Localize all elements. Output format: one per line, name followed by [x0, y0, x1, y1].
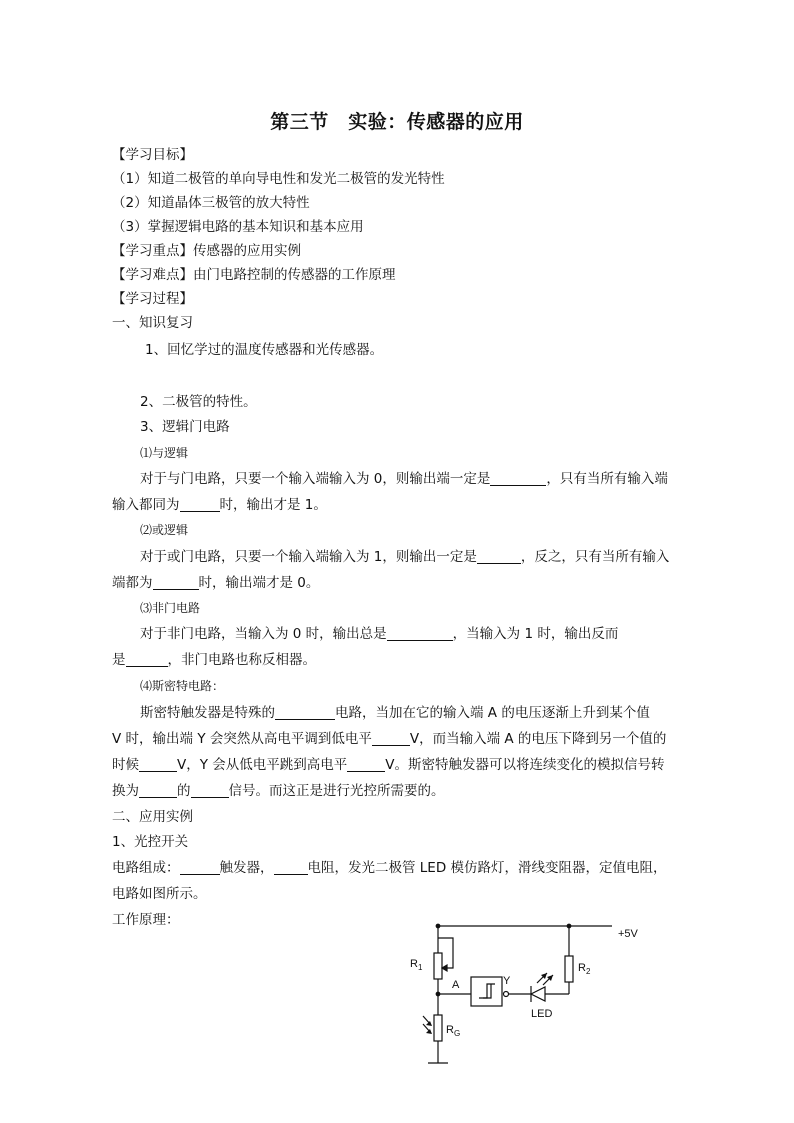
- focus-text: 传感器的应用实例: [193, 243, 301, 259]
- schmitt-line-3: [112, 756, 665, 774]
- process-heading: 【学习过程】: [112, 291, 193, 307]
- or-logic-label: ⑵或逻辑: [140, 523, 189, 537]
- r1-label: [410, 958, 423, 972]
- goal-item-2: （2）知道晶体三极管的放大特性: [112, 195, 310, 211]
- application-heading: 二、应用实例: [112, 809, 193, 825]
- fill-blank[interactable]: [191, 784, 229, 798]
- focus-label: 【学习重点】: [112, 243, 193, 259]
- schmitt-label: ⑷斯密特电路：: [140, 679, 225, 693]
- and-text-4: 时，输出才是 1。: [219, 497, 327, 513]
- components-line-1: [112, 859, 667, 877]
- schmitt-text-2: 电路，当加在它的输入端 A 的电压逐渐上升到某个值: [335, 705, 650, 721]
- r1-resistor: [434, 953, 442, 979]
- r2-label: [578, 962, 591, 976]
- fill-blank[interactable]: [347, 758, 385, 772]
- rg-label: [446, 1024, 460, 1038]
- r1-label-text: R: [410, 958, 418, 970]
- r2-label-text: R: [578, 962, 586, 974]
- fill-blank[interactable]: [387, 627, 453, 641]
- not-text-2: ，当输入为 1 时，输出反而: [452, 626, 619, 642]
- review-heading: 一、知识复习: [112, 315, 193, 331]
- difficulty-line: [112, 266, 396, 284]
- fill-blank[interactable]: [180, 861, 220, 875]
- focus-line: [112, 242, 301, 260]
- goal-item-3: （3）掌握逻辑电路的基本知识和基本应用: [112, 219, 364, 235]
- output-y-label: Y: [503, 975, 511, 987]
- goal-item-1: （1）知道二极管的单向导电性和发光二极管的发光特性: [112, 171, 445, 187]
- r1-label-sub: 1: [417, 963, 423, 972]
- schmitt-text-3: V 时，输出端 Y 会突然从高电平调到低电平: [112, 731, 372, 747]
- schmitt-line-1: [140, 704, 650, 722]
- schmitt-line-4: [112, 782, 445, 800]
- and-logic-line-2: [112, 496, 327, 514]
- schmitt-text-4: V，而当输入端 A 的电压下降到另一个值的: [409, 731, 667, 747]
- schmitt-line-2: [112, 730, 666, 748]
- fill-blank[interactable]: [477, 550, 521, 564]
- principle-label: 工作原理：: [112, 912, 180, 928]
- review-item-2: 2、二极管的特性。: [140, 394, 257, 410]
- not-gate-label: ⑶非门电路: [140, 601, 201, 615]
- components-prefix: 电路组成：: [112, 860, 180, 876]
- or-text-3: 端都为: [112, 575, 153, 591]
- components-line-2: 电路如图所示。: [112, 886, 207, 902]
- and-text-2: ，只有当所有输入端: [546, 471, 668, 487]
- difficulty-label: 【学习难点】: [112, 267, 193, 283]
- light-control-circuit-diagram: [400, 915, 660, 1075]
- or-text-4: 时，输出端才是 0。: [198, 575, 320, 591]
- r2-label-sub: 2: [585, 967, 591, 976]
- rg-label-sub: G: [453, 1029, 461, 1038]
- and-logic-line-1: [140, 470, 668, 488]
- r2-resistor: [565, 956, 573, 982]
- schmitt-text-9: 的: [177, 783, 191, 799]
- components-text-a: 触发器，: [219, 860, 274, 876]
- and-logic-label: ⑴与逻辑: [140, 446, 189, 460]
- or-logic-line-2: [112, 574, 319, 592]
- led-icon: [531, 987, 545, 1001]
- not-text-1: 对于非门电路，当输入为 0 时，输出总是: [140, 626, 387, 642]
- input-a-label: A: [452, 979, 460, 991]
- not-gate-line-2: [112, 651, 316, 669]
- schmitt-text-8: 换为: [112, 783, 139, 799]
- review-item-3: 3、逻辑门电路: [140, 419, 230, 435]
- goals-heading: 【学习目标】: [112, 147, 193, 163]
- rg-photoresistor: [434, 1015, 442, 1041]
- led-label: LED: [531, 1008, 553, 1020]
- not-text-4: ，非门电路也称反相器。: [167, 652, 316, 668]
- rg-label-text: R: [446, 1024, 454, 1036]
- fill-blank[interactable]: [274, 861, 308, 875]
- fill-blank[interactable]: [139, 784, 177, 798]
- and-text-3: 输入都同为: [112, 497, 180, 513]
- fill-blank[interactable]: [126, 653, 168, 667]
- and-text-1: 对于与门电路，只要一个输入端输入为 0，则输出端一定是: [140, 471, 491, 487]
- or-text-1: 对于或门电路，只要一个输入端输入为 1，则输出一定是: [140, 549, 477, 565]
- application-item-1: 1、光控开关: [112, 834, 189, 850]
- or-text-2: ，反之，只有当所有输入: [520, 549, 670, 565]
- fill-blank[interactable]: [153, 576, 199, 590]
- supply-label: +5V: [618, 928, 638, 940]
- page-title: 第三节 实验：传感器的应用: [270, 111, 524, 133]
- schmitt-text-10: 信号。而这正是进行光控所需要的。: [228, 783, 445, 799]
- schmitt-text-6: V，Y 会从低电平跳到高电平: [177, 757, 348, 773]
- schmitt-text-1: 斯密特触发器是特殊的: [140, 705, 275, 721]
- schmitt-text-7: V。斯密特触发器可以将连续变化的模拟信号转: [385, 757, 665, 773]
- fill-blank[interactable]: [139, 758, 177, 772]
- schmitt-text-5: 时候: [112, 757, 139, 773]
- not-gate-line-1: [140, 625, 618, 643]
- fill-blank[interactable]: [372, 732, 410, 746]
- review-item-1: 1、回忆学过的温度传感器和光传感器。: [145, 342, 384, 358]
- output-bubble: [504, 992, 509, 997]
- fill-blank[interactable]: [490, 472, 546, 486]
- or-logic-line-1: [140, 548, 669, 566]
- components-text-b: 电阻，发光二极管 LED 模仿路灯，滑线变阻器，定值电阻，: [307, 860, 667, 876]
- not-text-3: 是: [112, 652, 126, 668]
- difficulty-text: 由门电路控制的传感器的工作原理: [193, 267, 396, 283]
- fill-blank[interactable]: [275, 706, 335, 720]
- fill-blank[interactable]: [180, 498, 220, 512]
- hysteresis-icon: [479, 984, 495, 998]
